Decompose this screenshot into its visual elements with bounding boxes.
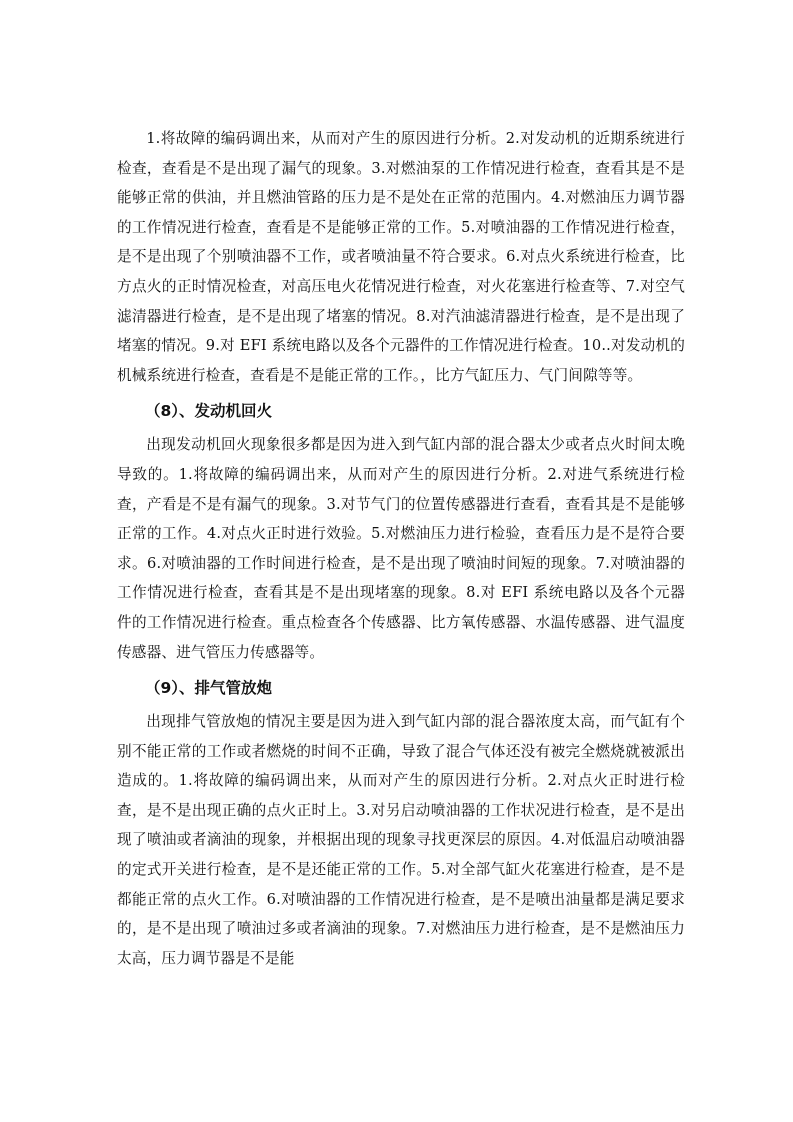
paragraph-fault-check-steps: 1.将故障的编码调出来，从而对产生的原因进行分析。2.对发动机的近期系统进行检查，查看是不是出现了漏气的现象。3.对燃油泵的工作情况进行检查，查看其是不是能够正常的供油，并且燃油管路的压力是不是处在正常的范围内。4.对燃油压力调节器的工作情况进行检查，查看是不是能够正常的工作。5.对喷油器的工作情况进行检查，是不是出现了个别喷油器不工作，或者喷油量不符合要求。6.对点火系统进行检查，比方点火的正时情况检查，对高压电火花情况进行检查，对火花塞进行检查等、7.对空气滤清器进行检查，是不是出现了堵塞的情况。8.对汽油滤清器进行检查，是不是出现了堵塞的情况。9.对 EFI 系统电路以及各个元器件的工作情况进行检查。10..对发动机的机械系统进行检查，查看是不是能正常的工作。，比方气缸压力、气门间隙等等。 xyxy=(117,130,685,384)
section-heading-exhaust-backfire: （9）、排气管放炮 xyxy=(145,679,273,698)
paragraph-exhaust-backfire: 出现排气管放炮的情况主要是因为进入到气缸内部的混合器浓度太高，而气缸有个别不能正常的工作或者燃烧的时间不正确，导致了混合气体还没有被完全燃烧就被派出造成的。1.将故障的编码调出来，从而对产生的原因进行分析。2.对点火正时进行检查，是不是出现正确的点火正时上。3.对另启动喷油器的工作状况进行检查，是不是出现了喷油或者滴油的现象，并根据出现的现象寻找更深层的原因。4.对低温启动喷油器的定式开关进行检查，是不是还能正常的工作。5.对全部气缸火花塞进行检查，是不是都能正常的点火工作。6.对喷油器的工作情况进行检查，是不是喷出油量都是满足要求的，是不是出现了喷油过多或者滴油的现象。7.对燃油压力进行检查，是不是燃油压力太高，压力调节器是不是能 xyxy=(117,713,685,967)
section-heading-engine-backfire: （8）、发动机回火 xyxy=(145,402,273,421)
paragraph-engine-backfire: 出现发动机回火现象很多都是因为进入到气缸内部的混合器太少或者点火时间太晚导致的。1.将故障的编码调出来，从而对产生的原因进行分析。2.对进气系统进行检查，产看是不是有漏气的现象。3.对节气门的位置传感器进行查看，查看其是不是能够正常的工作。4.对点火正时进行效验。5.对燃油压力进行检验，查看压力是不是符合要求。6.对喷油器的工作时间进行检查，是不是出现了喷油时间短的现象。7.对喷油器的工作情况进行检查，查看其是不是出现堵塞的现象。8.对 EFI 系统电路以及各个元器件的工作情况进行检查。重点检查各个传感器、比方氧传感器、水温传感器、进气温度传感器、进气管压力传感器等。 xyxy=(117,436,685,661)
document-page xyxy=(117,124,685,973)
